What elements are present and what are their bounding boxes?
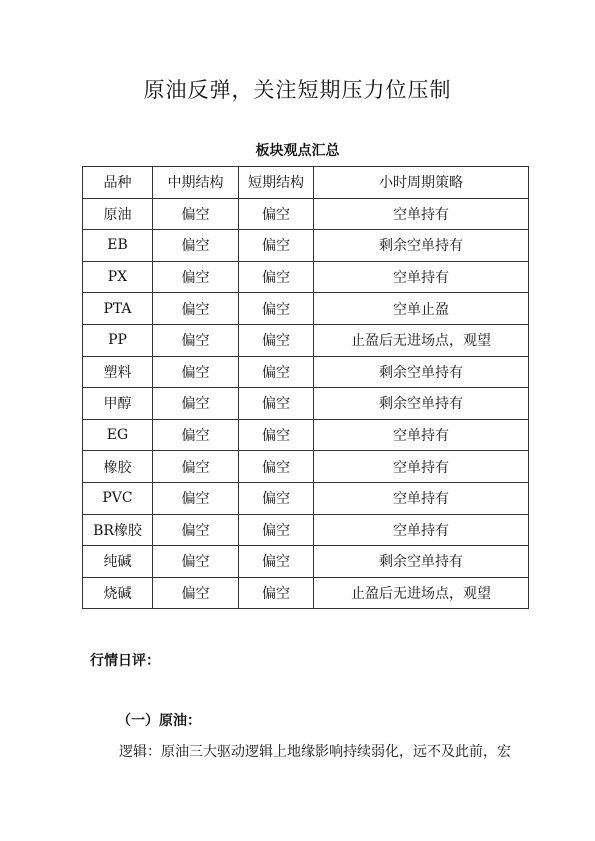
header-short-term: 短期结构 [239, 167, 314, 199]
cell-hourly-strategy: 空单持有 [314, 514, 529, 546]
cell-short-term: 偏空 [239, 419, 314, 451]
cell-short-term: 偏空 [239, 388, 314, 420]
cell-product: PVC [83, 482, 153, 514]
cell-short-term: 偏空 [239, 293, 314, 325]
cell-mid-term: 偏空 [153, 546, 239, 578]
cell-mid-term: 偏空 [153, 324, 239, 356]
cell-short-term: 偏空 [239, 546, 314, 578]
cell-product: 橡胶 [83, 451, 153, 483]
cell-product: EB [83, 230, 153, 262]
cell-mid-term: 偏空 [153, 514, 239, 546]
cell-hourly-strategy: 止盈后无进场点，观望 [314, 577, 529, 609]
header-product: 品种 [83, 167, 153, 199]
cell-hourly-strategy: 空单止盈 [314, 293, 529, 325]
table-caption: 板块观点汇总 [255, 143, 340, 159]
crude-oil-subheading: （一）原油： [117, 713, 201, 729]
table-row [83, 356, 529, 388]
cell-product: 塑料 [83, 356, 153, 388]
cell-mid-term: 偏空 [153, 482, 239, 514]
header-hourly-strategy: 小时周期策略 [314, 167, 529, 199]
cell-product: BR橡胶 [83, 514, 153, 546]
cell-hourly-strategy: 空单持有 [314, 419, 529, 451]
table-row [83, 451, 529, 483]
table-row [83, 388, 529, 420]
cell-hourly-strategy: 空单持有 [314, 482, 529, 514]
cell-hourly-strategy: 空单持有 [314, 198, 529, 230]
cell-short-term: 偏空 [239, 451, 314, 483]
cell-mid-term: 偏空 [153, 198, 239, 230]
cell-short-term: 偏空 [239, 198, 314, 230]
header-mid-term: 中期结构 [153, 167, 239, 199]
table-header-row [83, 167, 529, 199]
cell-short-term: 偏空 [239, 356, 314, 388]
cell-hourly-strategy: 止盈后无进场点，观望 [314, 324, 529, 356]
cell-mid-term: 偏空 [153, 451, 239, 483]
cell-mid-term: 偏空 [153, 577, 239, 609]
cell-mid-term: 偏空 [153, 419, 239, 451]
sector-summary-table [82, 166, 529, 609]
table-row [83, 482, 529, 514]
cell-hourly-strategy: 剩余空单持有 [314, 230, 529, 262]
table-row [83, 293, 529, 325]
table-row [83, 546, 529, 578]
cell-product: 烧碱 [83, 577, 153, 609]
cell-short-term: 偏空 [239, 482, 314, 514]
cell-short-term: 偏空 [239, 261, 314, 293]
cell-hourly-strategy: 空单持有 [314, 451, 529, 483]
cell-mid-term: 偏空 [153, 356, 239, 388]
table-row [83, 324, 529, 356]
cell-product: 纯碱 [83, 546, 153, 578]
table-row [83, 198, 529, 230]
cell-product: PX [83, 261, 153, 293]
cell-short-term: 偏空 [239, 230, 314, 262]
cell-short-term: 偏空 [239, 514, 314, 546]
cell-hourly-strategy: 空单持有 [314, 261, 529, 293]
table-row [83, 230, 529, 262]
cell-product: 原油 [83, 198, 153, 230]
cell-mid-term: 偏空 [153, 293, 239, 325]
cell-hourly-strategy: 剩余空单持有 [314, 388, 529, 420]
cell-product: PP [83, 324, 153, 356]
cell-hourly-strategy: 剩余空单持有 [314, 546, 529, 578]
cell-short-term: 偏空 [239, 324, 314, 356]
market-review-label: 行情日评： [90, 653, 160, 669]
cell-mid-term: 偏空 [153, 261, 239, 293]
cell-mid-term: 偏空 [153, 388, 239, 420]
cell-product: PTA [83, 293, 153, 325]
table-row [83, 261, 529, 293]
table-row [83, 577, 529, 609]
cell-product: EG [83, 419, 153, 451]
cell-short-term: 偏空 [239, 577, 314, 609]
table-row [83, 419, 529, 451]
cell-hourly-strategy: 剩余空单持有 [314, 356, 529, 388]
cell-mid-term: 偏空 [153, 230, 239, 262]
table-body [83, 198, 529, 609]
crude-oil-logic-text: 逻辑：原油三大驱动逻辑上地缘影响持续弱化，远不及此前，宏 [119, 744, 511, 760]
document-title: 原油反弹，关注短期压力位压制 [143, 78, 452, 102]
cell-product: 甲醇 [83, 388, 153, 420]
table-row [83, 514, 529, 546]
